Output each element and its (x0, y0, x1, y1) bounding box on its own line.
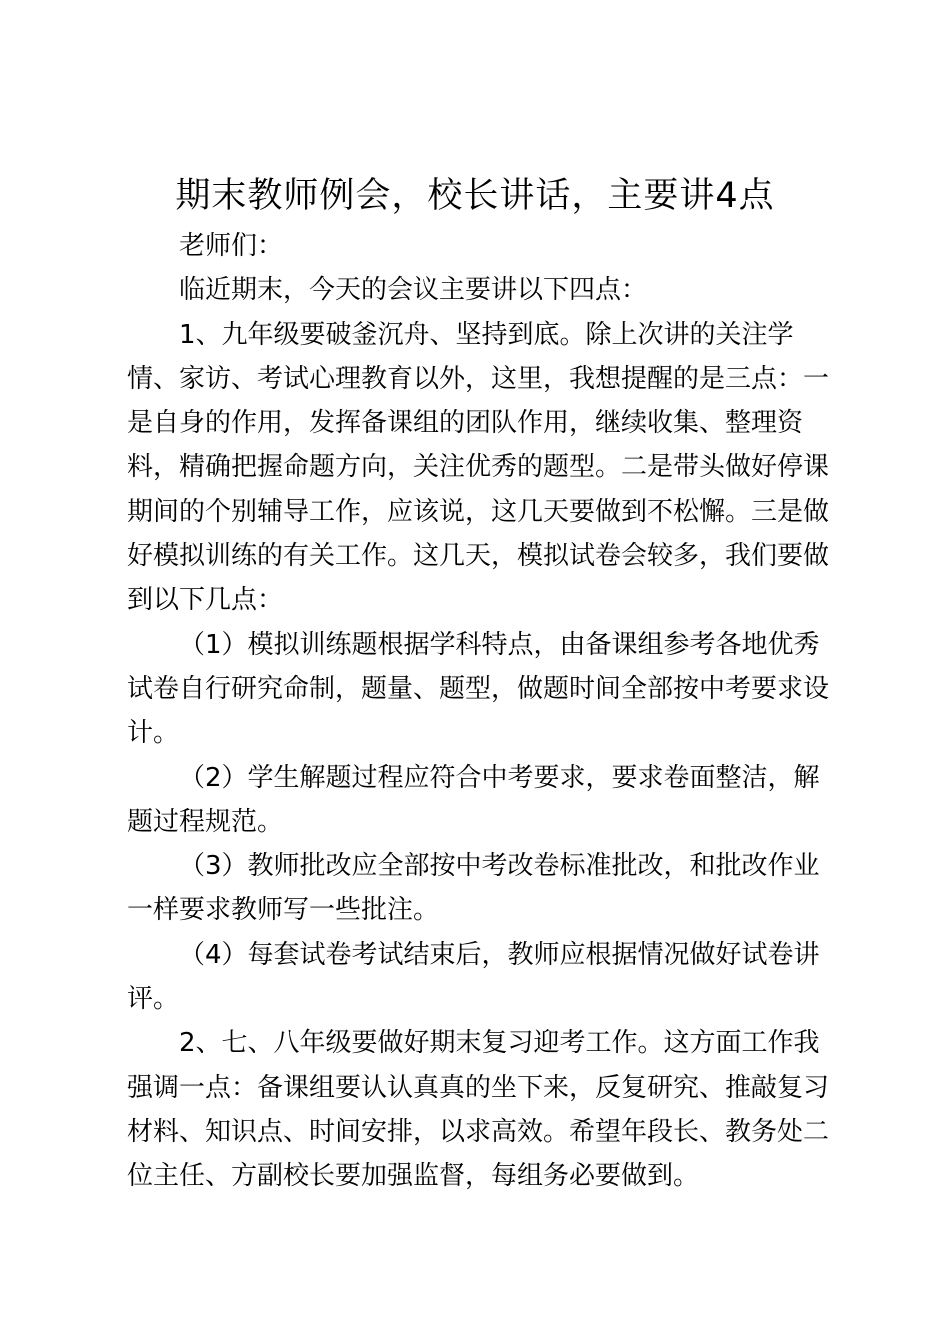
point-1-paragraph: 1、九年级要破釜沉舟、坚持到底。除上次讲的关注学情、家访、考试心理教育以外，这里，我想提醒的是三点：一是自身的作用，发挥备课组的团队作用，继续收集、整理资料，精确把握命题方向，关注优秀的题型。二是带头做好停课期间的个别辅导工作，应该说，这几天要做到不松懈。三是做好模拟训练的有关工作。这几天，模拟试卷会较多，我们要做到以下几点： (127, 319, 830, 616)
sub-point-2: （2）学生解题过程应符合中考要求，要求卷面整洁，解题过程规范。 (127, 762, 820, 837)
sub-point-3: （3）教师批改应全部按中考改卷标准批改，和批改作业一样要求教师写一些批注。 (127, 851, 820, 926)
sub-point-1: （1）模拟训练题根据学科特点，由备课组参考各地优秀试卷自行研究命制，题量、题型，做题时间全部按中考要求设计。 (127, 629, 830, 749)
sub-point-4: （4）每套试卷考试结束后，教师应根据情况做好试卷讲评。 (127, 939, 820, 1015)
salutation: 老师们： (179, 231, 284, 261)
point-2-paragraph: 2、七、八年级要做好期末复习迎考工作。这方面工作我强调一点：备课组要认认真真的坐下来，反复研究、推敲复习材料、知识点、时间安排，以求高效。希望年段长、教务处二位主任、方副校长要加强监督，每组务必要做到。 (127, 1028, 830, 1192)
intro-paragraph: 临近期末，今天的会议主要讲以下四点： (179, 275, 648, 306)
document-body (127, 224, 835, 1199)
document-title: 期末教师例会，校长讲话，主要讲4点 (175, 176, 775, 216)
